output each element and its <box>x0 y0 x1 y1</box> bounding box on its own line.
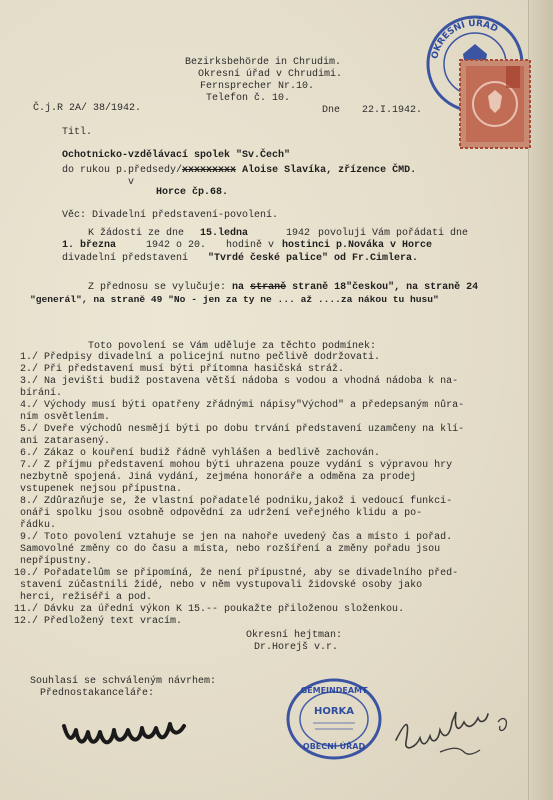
exclusion-intro: Z přednosu se vylučuje: <box>88 282 227 293</box>
exclusion-line2: "generál", na straně 49 "No - jen za ty ne ... až ....za nákou tu husu" <box>30 294 439 305</box>
exclusion-struck: straně <box>250 282 287 293</box>
signoff-title: Okresní hejtman: <box>246 630 343 641</box>
condition-line: 11./ Dávku za úřední výkon K 15.-- poukažte přiloženou složenkou. <box>14 604 405 615</box>
condition-line: ním osvětlením. <box>20 412 111 423</box>
revenue-stamp <box>458 58 532 150</box>
addressee-line2 <box>62 165 416 177</box>
condition-line: vstupenek nejsou přípustna. <box>20 484 183 495</box>
event-place: hostinci p.Nováka v Horce <box>282 240 433 251</box>
condition-line: 6./ Zákaz o kouření budiž řádně vyhlášen a bedlivě zachován. <box>20 448 381 459</box>
signature-right <box>390 710 520 760</box>
round-stamp-text: OKRESNÍ ÚŘAD <box>430 18 500 60</box>
addressee-v: v <box>128 177 135 188</box>
exclusion-line1 <box>88 282 478 294</box>
condition-line: stavení zúčastnili židé, nebo v něm vystupovali židovské osoby jako <box>20 580 423 591</box>
condition-line: 5./ Dveře východů nesmějí býti po dobu trvání představení uzamčeny na klí- <box>20 424 465 435</box>
authority-cz: Okresní úřad v Chrudimi. <box>198 69 343 80</box>
body-request-date: 15.ledna <box>200 228 249 239</box>
play-title: "Tvrdé české palice" od Fr.Cimlera. <box>208 253 419 264</box>
event-o: o <box>176 240 183 251</box>
body-line1-a: K žádosti ze dne <box>88 228 185 239</box>
subject-line: Věc: Divadelní představení-povolení. <box>62 210 279 221</box>
oval-stamp-name: HORKA <box>313 706 355 717</box>
addressee-line2-b: Aloise Slavíka, zřízence ČMD. <box>242 165 417 176</box>
condition-line: nezbytně spojená. Jiná vydání, zejména honoráře a odměna za prodej <box>20 472 417 483</box>
condition-line: 4./ Východy musí býti opatřeny zřádnými nápisy"Východ" a předepsaným nůra- <box>20 400 465 411</box>
oval-stamp-bottom: OBECNÍ ÚŘAD <box>302 742 366 751</box>
body-line1-b: povoluji Vám pořádati dne <box>318 228 469 239</box>
approval-line2: Přednostakanceláře: <box>40 688 155 699</box>
authority-de: Bezirksbehörde in Chrudim. <box>185 57 342 68</box>
condition-line: onáři spolku jsou osobně odpovědní za udržení veřejného klidu a po- <box>20 508 423 519</box>
condition-line: 12./ Předložený text vracím. <box>14 616 183 627</box>
struck-text: xxxxxxxxx <box>182 165 237 176</box>
condition-line: 3./ Na jevišti budiž postavena větší nádoba s vodou a vhodná nádoba k na- <box>20 376 459 387</box>
body-request-year: 1942 <box>286 228 311 239</box>
event-date: 1. března <box>62 240 117 251</box>
condition-line: 2./ Při představení musí býti přítomna hasičská stráž. <box>20 364 345 375</box>
event-hour: hodině v <box>226 240 275 251</box>
date-label: Dne <box>322 105 341 116</box>
condition-line: 9./ Toto povolení vztahuje se jen na nahoře uvedený čas a místo i pořad. <box>20 532 453 543</box>
oval-stamp-top: GEMEINDEAMT <box>300 686 368 695</box>
exclusion-na: na <box>232 282 245 293</box>
addressee-line2-a: do rukou p.předsedy/ <box>62 165 183 176</box>
condition-line: Samovolné změny co do času a místa, nebo rozšíření a změny pořadu jsou <box>20 544 441 555</box>
signoff-name: Dr.Horejš v.r. <box>254 642 339 653</box>
condition-line: bírání. <box>20 388 63 399</box>
condition-line: 8./ Zdůrazňuje se, že vlastní pořadatelé podniku,jakož i vedoucí funkci- <box>20 496 453 507</box>
reference-number: Č.j.R 2A/ 38/1942. <box>33 103 142 114</box>
signature-left <box>60 706 205 750</box>
conditions-intro: Toto povolení se Vám uděluje za těchto podmínek: <box>88 341 377 352</box>
condition-line: 7./ Z příjmu představení mohou býti uhrazena pouze vydání s výpravou hry <box>20 460 453 471</box>
condition-line: 1./ Předpisy divadelní a policejní nutno pečlivě dodržovati. <box>20 352 381 363</box>
document-date: 22.I.1942. <box>362 105 423 116</box>
condition-line: 10./ Pořadatelům se připomíná, že není přípustné, aby se divadelního před- <box>14 568 459 579</box>
approval-line1: Souhlasí se schváleným návrhem: <box>30 676 217 687</box>
body-line3-a: divadelní představení <box>62 253 189 264</box>
exclusion-rest: straně 18"českou", na straně 24 <box>292 282 479 293</box>
event-year: 1942 <box>146 240 171 251</box>
condition-line: řádku. <box>20 520 57 531</box>
condition-line: nepřípustny. <box>20 556 93 567</box>
addressee-org: Ochotnicko-vzdělávací spolek "Sv.Čech" <box>62 150 291 161</box>
phone-cz: Telefon č. 10. <box>206 93 291 104</box>
addressee-place: Horce čp.68. <box>156 187 229 198</box>
condition-line: herci, režiséři a pod. <box>20 592 153 603</box>
phone-de: Fernsprecher Nr.10. <box>200 81 315 92</box>
addressee-title: Titl. <box>62 127 93 138</box>
condition-line: ani zatarasený. <box>20 436 111 447</box>
municipal-oval-stamp <box>285 677 383 761</box>
event-time: 20. <box>188 240 207 251</box>
